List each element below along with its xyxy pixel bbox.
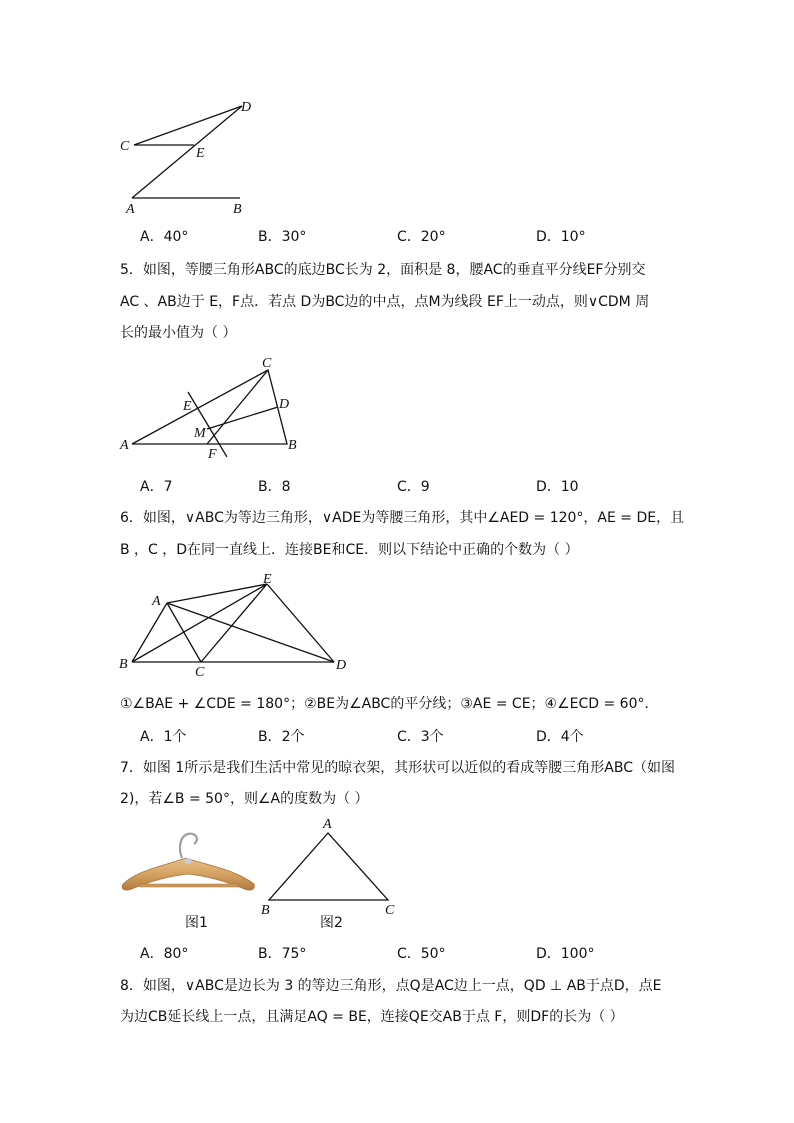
q4-figure	[110, 95, 280, 220]
q7-option-d: D．100°	[536, 946, 595, 962]
q4-label-D: D	[241, 100, 252, 115]
hanger-image	[118, 826, 260, 898]
q6-stem-line2: B ，C ，D在同一直线上．连接BE和CE．则以下结论中正确的个数为（ ）	[120, 542, 579, 558]
q6-label-B: B	[119, 657, 128, 672]
q5-label-C: C	[262, 356, 272, 371]
q5-option-b: B．8	[258, 479, 291, 495]
q7-stem-line2: 2)，若∠B = 50°，则∠A的度数为（ ）	[120, 791, 369, 807]
q6-option-a: A．1个	[140, 729, 187, 745]
q4-label-C: C	[120, 139, 130, 154]
q6-label-D: D	[336, 658, 347, 673]
q7-stem-line1: 7．如图 1所示是我们生活中常见的晾衣架，其形状可以近似的看成等腰三角形ABC（如图	[120, 760, 675, 776]
q4-label-A: A	[126, 202, 135, 217]
q7-triangle-figure	[255, 815, 405, 920]
q7-fig1-caption: 图1	[185, 915, 208, 931]
q5-stem-line1: 5．如图，等腰三角形ABC的底边BC长为 2，面积是 8，腰AC的垂直平分线EF分别交	[120, 262, 646, 278]
q5-label-E: E	[183, 399, 192, 414]
q5-label-B: B	[288, 438, 297, 453]
q6-option-b: B．2个	[258, 729, 305, 745]
q6-figure	[112, 568, 352, 680]
q7-option-b: B．75°	[258, 946, 307, 962]
q6-label-A: A	[152, 594, 161, 609]
q6-conclusions: ①∠BAE + ∠CDE = 180°；②BE为∠ABC的平分线；③AE = CE；④∠ECD = 60°．	[120, 696, 659, 712]
q5-label-F: F	[208, 447, 217, 462]
q4-option-b: B．30°	[258, 229, 307, 245]
q7-label-B: B	[261, 903, 270, 918]
q4-label-E: E	[196, 146, 205, 161]
q5-stem-line3: 长的最小值为（ ）	[120, 325, 237, 341]
q5-figure	[112, 352, 312, 464]
q5-option-c: C．9	[397, 479, 430, 495]
q4-option-d: D．10°	[536, 229, 586, 245]
q6-option-d: D．4个	[536, 729, 584, 745]
q8-stem-line2: 为边CB延长线上一点，且满足AQ = BE，连接QE交AB于点 F，则DF的长为（ ）	[120, 1009, 624, 1025]
q5-option-a: A．7	[140, 479, 173, 495]
q6-stem-line1: 6．如图，∨ABC为等边三角形，∨ADE为等腰三角形，其中∠AED = 120°，AE = DE，且	[120, 510, 685, 526]
q8-stem-line1: 8．如图，∨ABC是边长为 3 的等边三角形，点Q是AC边上一点，QD ⊥ AB于点D，点E	[120, 978, 662, 994]
q5-option-d: D．10	[536, 479, 579, 495]
q7-label-A: A	[323, 817, 332, 832]
q4-label-B: B	[233, 202, 242, 217]
q4-option-a: A．40°	[140, 229, 189, 245]
q7-option-a: A．80°	[140, 946, 189, 962]
q7-fig2-caption: 图2	[320, 915, 343, 931]
q7-label-C: C	[385, 903, 395, 918]
q5-label-M: M	[194, 426, 206, 441]
q7-option-c: C．50°	[397, 946, 446, 962]
q6-option-c: C．3个	[397, 729, 444, 745]
q6-label-C: C	[195, 665, 205, 680]
q5-label-D: D	[279, 397, 290, 412]
q5-stem-line2: AC 、AB边于 E，F点．若点 D为BC边的中点，点M为线段 EF上一动点，则∨CDM 周	[120, 294, 650, 310]
q4-option-c: C．20°	[397, 229, 446, 245]
q6-label-E: E	[263, 572, 272, 587]
q5-label-A: A	[120, 438, 129, 453]
